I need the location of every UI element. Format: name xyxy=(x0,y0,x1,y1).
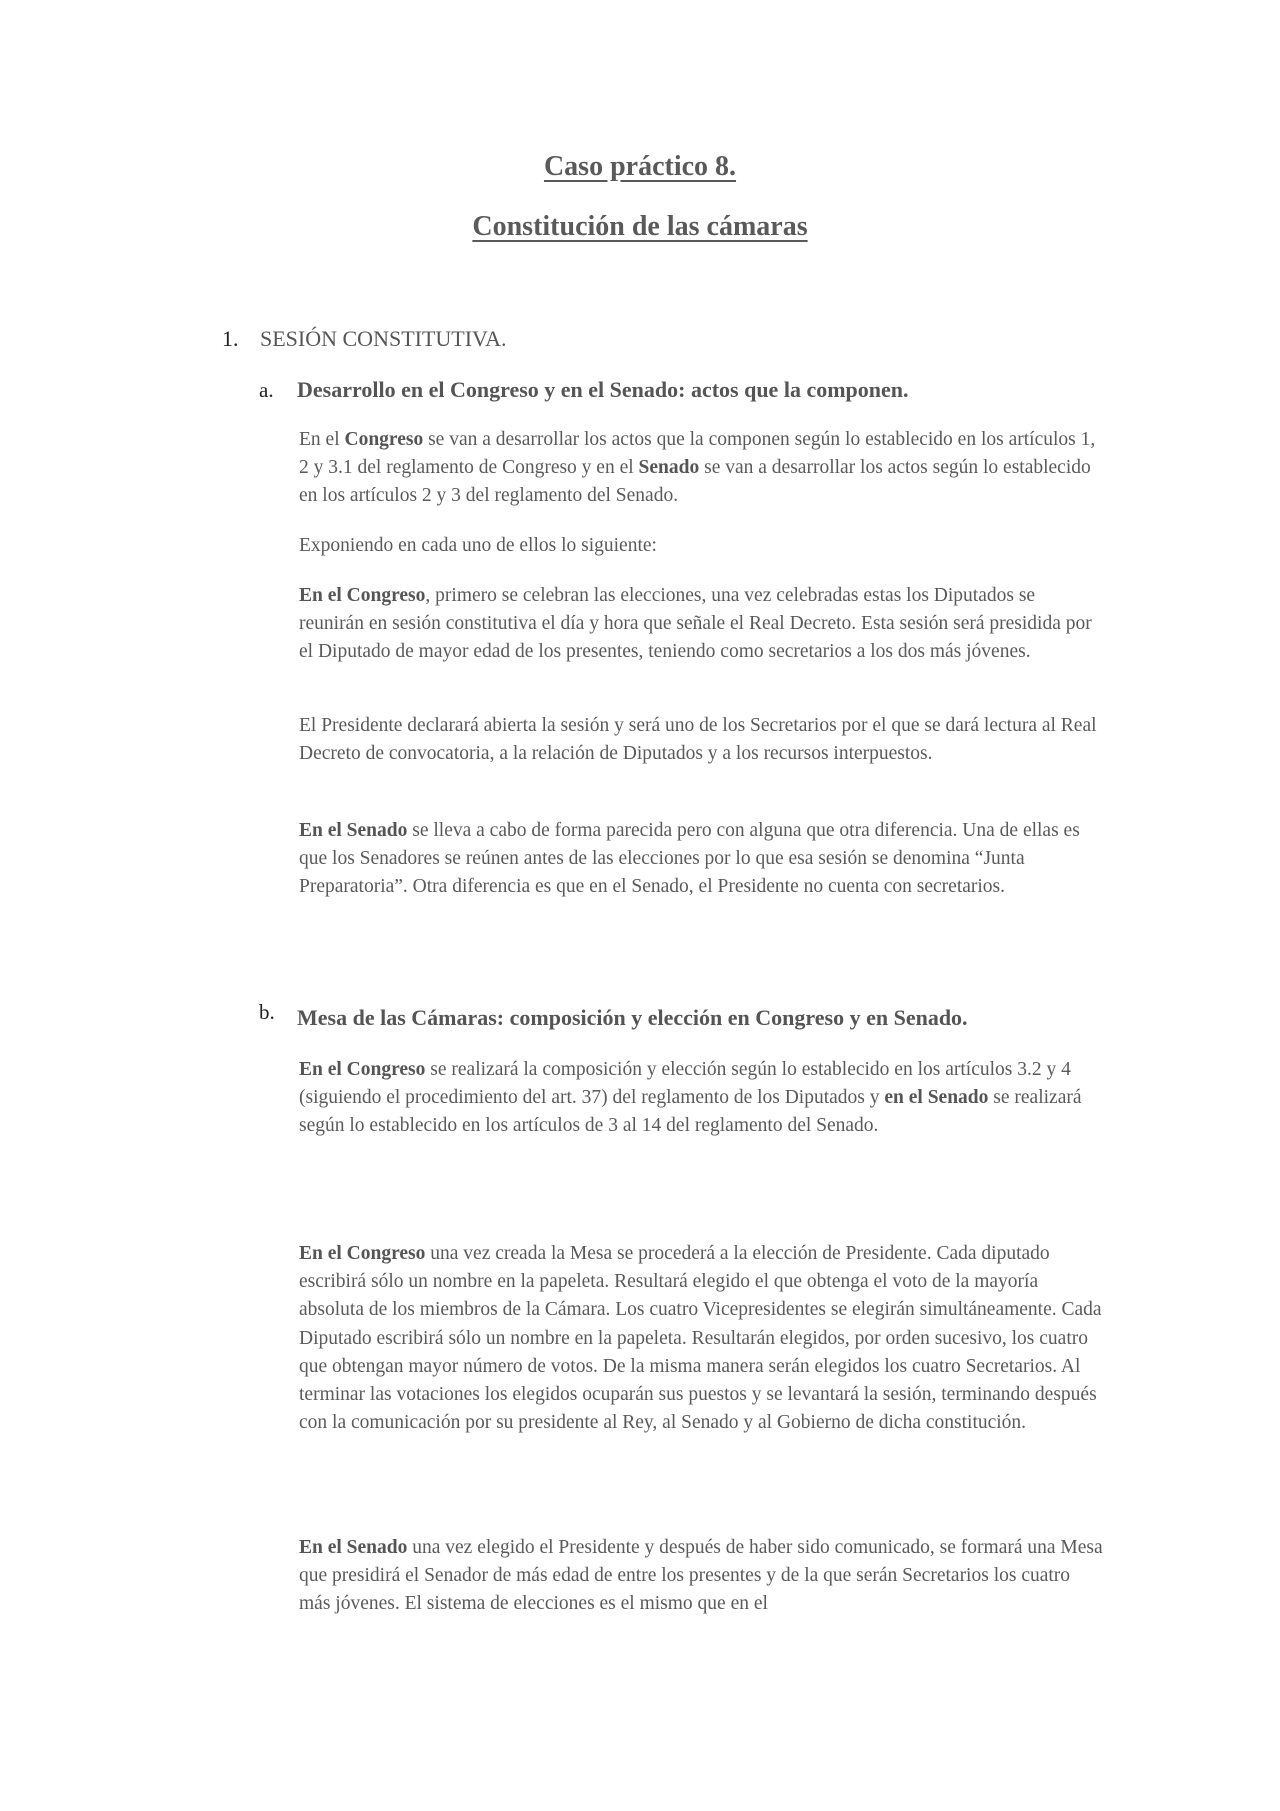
paragraph-senado-junta xyxy=(299,817,1103,902)
paragraph-senado-mesa xyxy=(299,1534,1103,1619)
bold-text: En el Congreso xyxy=(299,585,426,606)
text: se realizará según lo establecido en los artículos de 3 al 14 del reglamento del Senado. xyxy=(299,1087,1082,1137)
bold-text: Senado xyxy=(638,457,700,479)
section-number: 1. xyxy=(222,326,239,351)
subsection-a-heading xyxy=(259,376,1059,406)
subsection-title: Mesa de las Cámaras: composición y elección en Congreso y en Senado. xyxy=(297,1005,968,1030)
document-subtitle: Constitución de las cámaras xyxy=(472,211,808,242)
text: se realizará la composición y elección según lo establecido en los artículos 3.2 y 4 (siguiendo el procedimiento del art. 37) del reglamento de los Diputados y xyxy=(299,1059,1071,1109)
paragraph-exponiendo: Exponiendo en cada uno de ellos lo siguiente: xyxy=(299,535,657,556)
paragraph-presidente: El Presidente declarará abierta la sesión y será uno de los Secretarios por el que se dará lectura al Real Decreto de convocatoria, a la relación de Diputados y a los recursos interpuestos. xyxy=(299,715,1097,765)
text: una vez elegido el Presidente y después de haber sido comunicado, se formará una Mesa que presidirá el Senador de más edad de entre los presentes y de la que serán Secretarios los cuatro más jóvenes. El sistema de elecciones es el mismo que en el xyxy=(299,1537,1103,1615)
subsection-letter: b. xyxy=(259,1000,275,1024)
bold-text: En el Congreso xyxy=(299,1059,426,1080)
bold-text: en el Senado xyxy=(884,1087,989,1109)
bold-text: En el Congreso xyxy=(299,1243,426,1264)
paragraph-congreso-sesion xyxy=(299,582,1103,667)
text: se van a desarrollar los actos según lo establecido en los artículos 2 y 3 del reglamento del Senado. xyxy=(299,457,1091,507)
bold-text: Congreso xyxy=(344,429,424,450)
text: , primero se celebran las elecciones, una vez celebradas estas los Diputados se reunirán en sesión constitutiva el día y hora que señale el Real Decreto. Esta sesión será presidida por el Diputado de mayor edad de los presentes, teniendo como secretarios a los dos más jóvenes. xyxy=(299,585,1092,663)
text: En el xyxy=(299,429,345,450)
paragraph-composicion xyxy=(299,1056,1103,1141)
subsection-b-heading xyxy=(259,1000,1059,1034)
section-title: SESIÓN CONSTITUTIVA. xyxy=(260,326,507,351)
bold-text: En el Senado xyxy=(299,820,408,841)
subsection-letter: a. xyxy=(259,378,274,402)
text: una vez creada la Mesa se procederá a la elección de Presidente. Cada diputado escribirá sólo un nombre en la papeleta. Resultará elegido el que obtenga el voto de la mayoría absoluta de los miembros de la Cámara. Los cuatro Vicepresidentes se elegirán simultáneamente. Cada Diputado escribirá sólo un nombre en la papeleta. Resultarán elegidos, por orden sucesivo, los cuatro que obtengan mayor número de votos. De la misma manera serán elegidos los cuatro Secretarios. Al terminar las votaciones los elegidos ocuparán sus puestos y se levantará la sesión, terminando después con la comunicación por su presidente al Rey, al Senado y al Gobierno de dicha constitución. xyxy=(299,1243,1102,1434)
paragraph-congreso-eleccion xyxy=(299,1240,1103,1437)
text: se lleva a cabo de forma parecida pero con alguna que otra diferencia. Una de ellas es que los Senadores se reúnen antes de las elecciones por lo que esa sesión se denomina “Junta Preparatoria”. Otra diferencia es que en el Senado, el Presidente no cuenta con secretarios. xyxy=(299,820,1080,898)
section-1-heading xyxy=(222,325,822,355)
bold-text: En el Senado xyxy=(299,1537,408,1558)
paragraph-articulos xyxy=(299,426,1103,511)
document-title: Caso práctico 8. xyxy=(543,151,737,182)
subsection-title: Desarrollo en el Congreso y en el Senado: actos que la componen. xyxy=(297,377,909,402)
text: se van a desarrollar los actos que la componen según lo establecido en los artículos 1, 2 y 3.1 del reglamento de Congreso y en el xyxy=(299,429,1096,479)
